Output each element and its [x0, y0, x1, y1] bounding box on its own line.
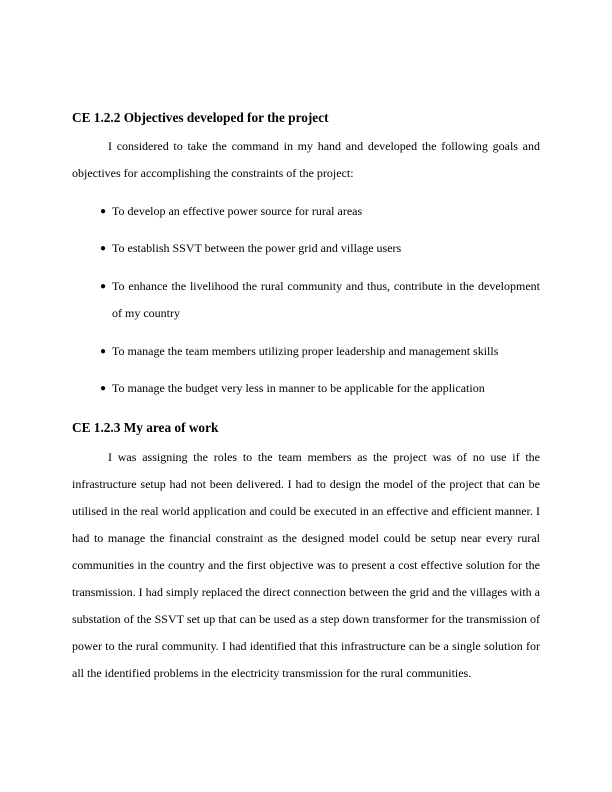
bullet-icon: ● — [100, 206, 107, 217]
list-item-text: To enhance the livelihood the rural community and thus, contribute in the development of my country — [112, 279, 540, 320]
bullet-icon: ● — [100, 383, 107, 394]
list-item — [100, 273, 540, 327]
list-item-text: To develop an effective power source for rural areas — [112, 204, 363, 218]
bullet-icon: ● — [100, 346, 107, 357]
objectives-intro-paragraph: I considered to take the command in my hand and developed the following goals and objectives for accomplishing the constraints of the project: — [72, 139, 540, 180]
list-item — [100, 338, 540, 365]
list-item-text: To manage the team members utilizing proper leadership and management skills — [112, 344, 499, 358]
list-item-text: To establish SSVT between the power grid and village users — [112, 241, 402, 255]
area-of-work-paragraph: I was assigning the roles to the team members as the project was of no use if the infrastructure setup had not been delivered. I had to design the model of the project that can be utilised in the real world application and could be executed in an effective and efficient manner. I had to manage the financial constraint as the designed model could be setup near every rural communities in the country and the first objective was to present a cost effective solution for the transmission. I had simply replaced the direct connection between the grid and the villages with a substation of the SSVT set up that can be used as a step down transformer for the transmission of power to the rural community. I had identified that this infrastructure can be a single solution for all the identified problems in the electricity transmission for the rural communities. — [72, 450, 540, 680]
list-item — [100, 375, 540, 402]
bullet-icon: ● — [100, 281, 107, 292]
list-item — [100, 235, 540, 262]
list-item-text: To manage the budget very less in manner to be applicable for the application — [112, 381, 485, 395]
section-heading-area-of-work: CE 1.2.3 My area of work — [72, 420, 219, 435]
section-heading-objectives: CE 1.2.2 Objectives developed for the project — [72, 110, 329, 125]
bullet-icon: ● — [100, 243, 107, 254]
list-item — [100, 198, 540, 225]
